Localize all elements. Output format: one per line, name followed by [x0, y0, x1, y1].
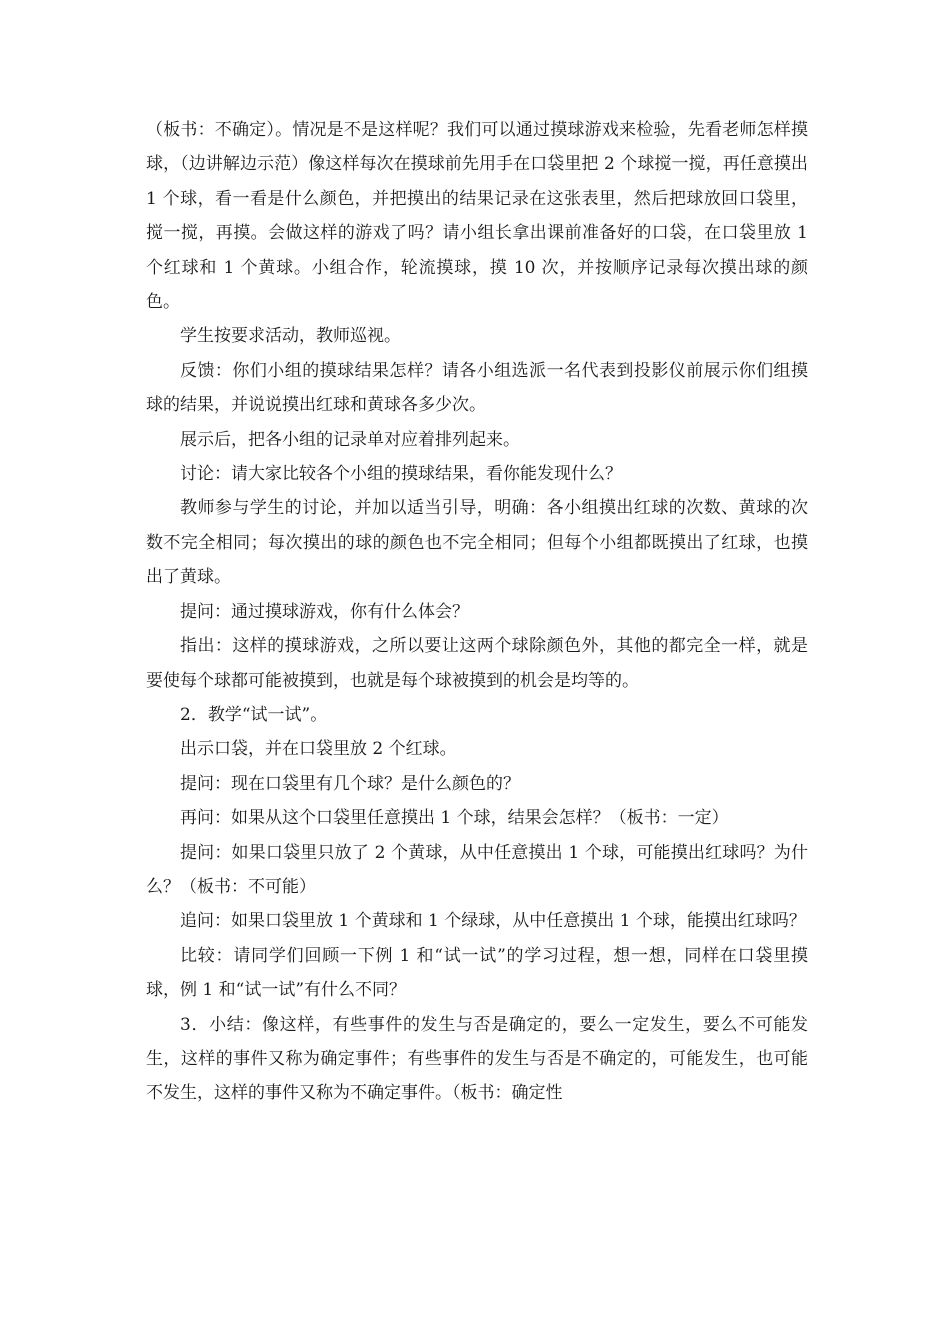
paragraph-feedback: 反馈：你们小组的摸球结果怎样？请各小组选派一名代表到投影仪前展示你们组摸球的结果，并说说摸出红球和黄球各多少次。	[146, 360, 808, 416]
paragraph-question-experience: 提问：通过摸球游戏，你有什么体会？	[180, 601, 469, 622]
paragraph-question-how-many: 提问：现在口袋里有几个球？是什么颜色的？	[180, 773, 520, 794]
document-body	[146, 113, 808, 1111]
paragraph-ball-game-intro: （板书：不确定）。情况是不是这样呢？我们可以通过摸球游戏来检验，先看老师怎样摸球，（边讲解边示范）像这样每次在摸球前先用手在口袋里把 2 个球搅一搅，再任意摸出 1 个球，看一看是什么颜色，并把摸出的结果记录在这张表里，然后把球放回口袋里，搅一搅，再摸。会做这样的游戏了吗？请小组长拿出课前准备好的口袋，在口袋里放 1 个红球和 1 个黄球。小组合作，轮流摸球，摸 10 次，并按顺序记录每次摸出球的颜色。	[146, 120, 808, 313]
paragraph-discussion: 讨论：请大家比较各个小组的摸球结果，看你能发现什么？	[180, 464, 622, 485]
paragraph-compare: 比较：请同学们回顾一下例 1 和“试一试”的学习过程，想一想，同样在口袋里摸球，例 1 和“试一试”有什么不同？	[146, 945, 808, 1001]
paragraph-student-activity: 学生按要求活动，教师巡视。	[180, 326, 401, 347]
paragraph-point-out: 指出：这样的摸球游戏，之所以要让这两个球除颜色外，其他的都完全一样，就是要使每个球都可能被摸到，也就是每个球被摸到的机会是均等的。	[146, 636, 808, 691]
paragraph-display-records: 展示后，把各小组的记录单对应着排列起来。	[180, 429, 520, 450]
paragraph-teacher-guidance: 教师参与学生的讨论，并加以适当引导，明确：各小组摸出红球的次数、黄球的次数不完全相同；每次摸出的球的颜色也不完全相同；但每个小组都既摸出了红球，也摸出了黄球。	[146, 498, 808, 588]
paragraph-ask-again: 再问：如果从这个口袋里任意摸出 1 个球，结果会怎样？（板书：一定）	[180, 808, 729, 829]
paragraph-question-yellow-balls: 提问：如果口袋里只放了 2 个黄球，从中任意摸出 1 个球，可能摸出红球吗？为什么？（板书：不可能）	[146, 842, 808, 897]
paragraph-summary: 3．小结：像这样，有些事件的发生与否是确定的，要么一定发生，要么不可能发生，这样的事件又称为确定事件；有些事件的发生与否是不确定的，可能发生，也可能不发生，这样的事件又称为不确定事件。（板书：确定性	[146, 1014, 808, 1104]
paragraph-show-bag: 出示口袋，并在口袋里放 2 个红球。	[180, 739, 457, 760]
section-heading-try-it: 2．教学“试一试”。	[180, 704, 328, 725]
paragraph-follow-up: 追问：如果口袋里放 1 个黄球和 1 个绿球，从中任意摸出 1 个球，能摸出红球吗？	[180, 911, 806, 932]
